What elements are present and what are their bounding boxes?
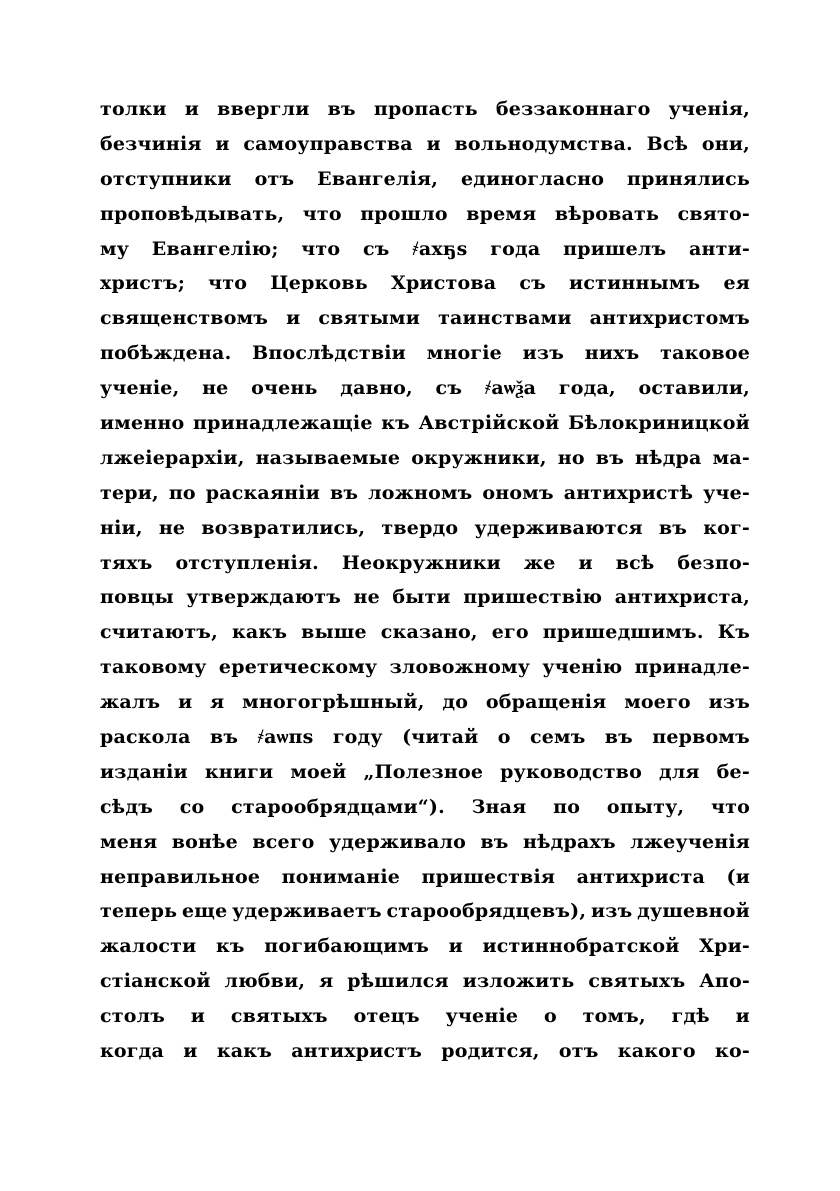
word: по [553, 795, 581, 818]
word: бе- [716, 760, 750, 783]
word: побѣждена. [100, 342, 232, 365]
word: и [735, 1005, 750, 1028]
word: многогрѣшный, [242, 691, 425, 714]
word: моего [624, 691, 691, 714]
word: святыми [318, 307, 421, 330]
word: удерживаются [474, 516, 643, 539]
word: Хри- [699, 935, 750, 958]
word: въ [658, 516, 688, 539]
word: принадле- [634, 656, 750, 679]
word: ученіе [445, 1005, 519, 1028]
text-line [100, 301, 750, 336]
word: но [557, 446, 585, 469]
word: къ [215, 935, 245, 958]
word: и [184, 98, 200, 120]
word: тяхъ [100, 551, 153, 574]
word: Апо- [699, 970, 750, 993]
text-line [100, 476, 750, 511]
word: ніи, [100, 516, 143, 539]
word: считаютъ, [100, 621, 218, 644]
word: какъ [231, 621, 288, 644]
text-line [100, 964, 750, 999]
word: единогласно [460, 167, 605, 190]
text-line [100, 406, 750, 441]
word: жалъ [100, 691, 161, 714]
word: многіе [426, 342, 502, 365]
word: таинствами [438, 307, 572, 330]
word: Австрійской [418, 412, 560, 435]
word: пришедшимъ. [542, 621, 704, 644]
word: столъ [100, 1005, 165, 1028]
word: зловожному [389, 656, 531, 679]
word: нихъ [584, 342, 640, 365]
word: еще [182, 900, 228, 923]
word: душевной [637, 900, 750, 923]
word: неправильное [100, 865, 261, 888]
word: Впослѣдствіи [252, 342, 406, 365]
word: ҂аѡѯа [484, 377, 537, 400]
word: первомъ [652, 726, 750, 749]
word: окружники, [411, 446, 547, 469]
word: Церковь [270, 272, 368, 295]
text-line [100, 790, 750, 825]
word: Евангелію; [151, 237, 279, 260]
word: нѣдра [635, 446, 702, 469]
word: что [711, 795, 750, 818]
word: опыту, [606, 795, 685, 818]
word: лжеіерархіи, [100, 446, 245, 469]
word: жалости [100, 935, 197, 958]
word: ученію [542, 656, 623, 679]
word: прошло [360, 202, 448, 225]
word: теперь [100, 900, 178, 923]
word: антихристѣ [563, 481, 694, 504]
word: ложномъ [368, 481, 473, 504]
word: именно [100, 412, 185, 435]
word: (и [726, 865, 750, 888]
word: безчинія [100, 132, 202, 155]
word: родится, [441, 1040, 540, 1063]
word: и [578, 551, 593, 574]
word: нѣдрахъ [522, 830, 616, 853]
text-line [100, 720, 750, 755]
word: вольнодумства. [454, 132, 633, 155]
word: ко- [715, 1040, 750, 1063]
word: отецъ [353, 1005, 420, 1028]
word: принялись [627, 167, 750, 190]
word: погибающимъ [264, 935, 429, 958]
word: ҂аѡпѕ [257, 726, 314, 749]
word: года [490, 237, 541, 260]
word: всего [252, 830, 315, 853]
word: тери, [100, 481, 159, 504]
text-line [100, 371, 750, 406]
word: изложить [462, 970, 575, 993]
word: книги [204, 760, 274, 783]
word: изъ [708, 691, 750, 714]
word: антихристъ [291, 1040, 423, 1063]
word: съ [362, 237, 390, 260]
text-line [100, 546, 750, 581]
word: году [332, 726, 383, 749]
word: пришелъ [563, 237, 667, 260]
word: по [168, 481, 196, 504]
text-line [100, 580, 750, 615]
word: христъ; [100, 272, 186, 295]
word: быти [392, 586, 451, 609]
word: обращенія [485, 691, 607, 714]
word: къ [381, 412, 410, 435]
word: (читай [402, 726, 479, 749]
word: и [190, 1005, 206, 1028]
word: называемые [255, 446, 401, 469]
word: въ [327, 98, 356, 120]
word: „Полезное [363, 760, 484, 783]
word: не [158, 516, 186, 539]
word: ученіе, [100, 377, 180, 400]
word: не [353, 586, 380, 609]
word: очень [251, 377, 318, 400]
word: они, [701, 132, 750, 155]
word: ономъ [482, 481, 554, 504]
text-line [100, 825, 750, 860]
text-line [100, 929, 750, 964]
word: Бѣлокриницкой [568, 412, 750, 435]
word: святыхъ [230, 1005, 328, 1028]
word: о [543, 1005, 557, 1028]
word: сѣдъ [100, 795, 153, 818]
word: семъ [529, 726, 586, 749]
word: Христова [391, 272, 497, 295]
word: рѣшился [347, 970, 449, 993]
word: какого [617, 1040, 696, 1063]
word: антихриста [576, 865, 706, 888]
word: Къ [717, 621, 750, 644]
word: сказано, [380, 621, 478, 644]
word: что [208, 272, 248, 295]
word: безпо- [677, 551, 750, 574]
word: давно, [340, 377, 413, 400]
word: таковое [660, 342, 750, 365]
word: удерживало [328, 830, 466, 853]
word: когда [100, 1040, 165, 1063]
word: ҂ахҕѕ [412, 237, 468, 260]
word: гдѣ [671, 1005, 710, 1028]
word: съ [435, 377, 463, 400]
text-line [100, 127, 750, 162]
word: всѣ [615, 551, 655, 574]
word: пропасть [373, 98, 478, 120]
word: му [100, 237, 130, 260]
word: ученія, [668, 98, 750, 120]
text-line [100, 999, 750, 1034]
word: старообрядцевъ), [386, 900, 587, 923]
word: ввергли [217, 98, 310, 120]
word: о [497, 726, 511, 749]
word: самоуправства [243, 132, 413, 155]
text-line [100, 650, 750, 685]
word: и [178, 691, 193, 714]
word: анти- [689, 237, 750, 260]
text-line [100, 92, 750, 127]
word: повцы [100, 586, 174, 609]
text-line [100, 860, 750, 895]
word: Евангелія, [317, 167, 439, 190]
word: въ [329, 481, 359, 504]
word: истиннымъ [569, 272, 701, 295]
word: пришествію [463, 586, 603, 609]
word: лжеученія [630, 830, 750, 853]
word: въ [209, 726, 239, 749]
word: выше [301, 621, 367, 644]
text-line [100, 511, 750, 546]
word: толки [100, 98, 167, 120]
word: для [658, 760, 700, 783]
word: и [426, 132, 441, 155]
text-line [100, 441, 750, 476]
word: пришествія [421, 865, 556, 888]
word: ма- [712, 446, 750, 469]
word: удерживаетъ [232, 900, 382, 923]
word: томъ, [582, 1005, 646, 1028]
word: и [448, 935, 463, 958]
word: еретическому [218, 656, 378, 679]
word: вѣровать [554, 202, 660, 225]
word: не [202, 377, 229, 400]
word: я [319, 970, 334, 993]
text-line [100, 162, 750, 197]
text-line [100, 1034, 750, 1069]
word: до [442, 691, 469, 714]
word: и [215, 132, 230, 155]
word: беззаконнаго [495, 98, 651, 120]
word: Неокружники [341, 551, 501, 574]
word: отъ [558, 1040, 599, 1063]
word: руководство [500, 760, 642, 783]
text-line [100, 685, 750, 720]
body-text [100, 92, 750, 1069]
word: изъ [522, 342, 565, 365]
word: со [179, 795, 205, 818]
word: возвратились, [201, 516, 366, 539]
word: же [523, 551, 556, 574]
word: что [301, 237, 341, 260]
word: антихриста, [614, 586, 750, 609]
word: его [491, 621, 529, 644]
word: истиннобратской [482, 935, 680, 958]
word: отъ [254, 167, 295, 190]
text-line [100, 232, 750, 267]
word: что [302, 202, 342, 225]
word: въ [604, 726, 633, 749]
word: отступники [100, 167, 232, 190]
word: и [183, 1040, 198, 1063]
text-line [100, 197, 750, 232]
word: Всѣ [646, 132, 689, 155]
word: священствомъ [100, 307, 269, 330]
word: въ [595, 446, 624, 469]
word: изданіи [100, 760, 188, 783]
word: старообрядцами“). [231, 795, 445, 818]
word: меня [100, 830, 158, 853]
word: раскола [100, 726, 191, 749]
word: съ [519, 272, 546, 295]
word: ея [723, 272, 750, 295]
word: отступленія. [175, 551, 319, 574]
word: раскаяніи [205, 481, 321, 504]
word: ког- [703, 516, 750, 539]
word: вонѣе [171, 830, 238, 853]
word: принадлежащіе [193, 412, 373, 435]
text-line [100, 266, 750, 301]
word: изъ [590, 900, 633, 923]
word: стіанской [100, 970, 211, 993]
word: года, [558, 377, 616, 400]
word: святыхъ [588, 970, 686, 993]
word: оставили, [638, 377, 750, 400]
word: антихристомъ [589, 307, 750, 330]
word: моей [290, 760, 347, 783]
text-line [100, 894, 750, 929]
word: любви, [224, 970, 306, 993]
word: уче- [703, 481, 750, 504]
word: Зная [471, 795, 527, 818]
word: твердо [381, 516, 459, 539]
word: какъ [216, 1040, 273, 1063]
word: и [286, 307, 301, 330]
word: таковому [100, 656, 207, 679]
word: пониманіе [281, 865, 401, 888]
text-line [100, 755, 750, 790]
text-line [100, 336, 750, 371]
word: я [210, 691, 225, 714]
word: проповѣдывать, [100, 202, 285, 225]
word: свято- [677, 202, 750, 225]
word: время [466, 202, 537, 225]
word: утверждаютъ [186, 586, 342, 609]
text-line [100, 615, 750, 650]
word: въ [480, 830, 509, 853]
